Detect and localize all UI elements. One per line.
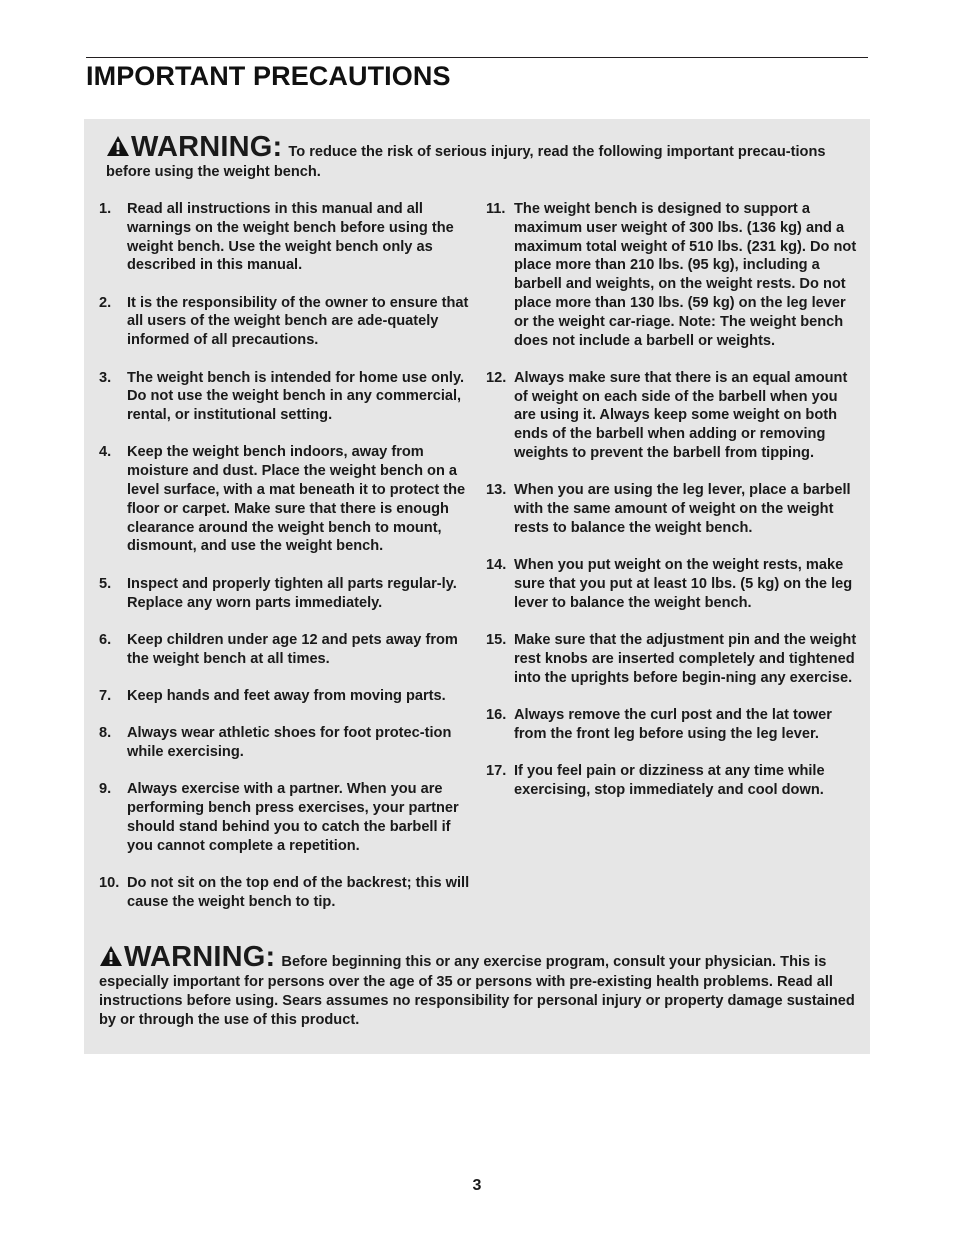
item-text: Read all instructions in this manual and all warnings on the weight bench before using the weight bench. Use the weight bench only as described in this manual.: [127, 201, 454, 274]
list-item: [486, 369, 860, 463]
item-number: 5.: [99, 575, 112, 592]
item-number: 16.: [486, 707, 507, 724]
item-number: 8.: [99, 725, 112, 742]
item-text: Always exercise with a partner. When you are performing bench press exercises, your partner should stand behind you to catch the barbell if you cannot complete a repetition.: [127, 781, 459, 854]
warning-triangle-icon: [99, 945, 123, 967]
list-item: [486, 762, 860, 800]
item-number: 9.: [99, 781, 112, 798]
list-item: [99, 631, 471, 669]
list-item: [99, 443, 471, 556]
list-item: [486, 631, 860, 687]
item-text: The weight bench is intended for home use only. Do not use the weight bench in any commercial, rental, or institutional setting.: [127, 369, 465, 424]
item-number: 6.: [99, 631, 112, 648]
item-text: Inspect and properly tighten all parts regular-ly. Replace any worn parts immediately.: [127, 575, 457, 611]
page-title: IMPORTANT PRECAUTIONS: [86, 61, 451, 91]
item-text: The weight bench is designed to support a maximum user weight of 300 lbs. (136 kg) and a maximum total weight of 510 lbs. (231 kg). Do not place more than 210 lbs. (95 kg), including a barbell and weights, on the weight rests. Do not place more than 130 lbs. (59 kg) on the leg lever or the weight car-riage. Note: The weight bench does not include a barbell or weights.: [514, 201, 857, 349]
warning-text: Before beginning this or any exercise program, consult your physician. This is especially important for persons over the age of 35 or persons with pre-existing health problems. Read all instructions before using. Sears assumes no responsibility for personal injury or property damage sustained by or through the use of this product.: [99, 954, 855, 1028]
header-rule: [86, 57, 868, 58]
item-text: Always remove the curl post and the lat tower from the front leg before using the leg lever.: [514, 707, 832, 742]
list-item: [99, 780, 471, 855]
list-item: [486, 200, 860, 350]
item-number: 7.: [99, 687, 112, 704]
precautions-left-column: [99, 200, 471, 930]
page-number: 3: [472, 1177, 482, 1194]
item-number: 12.: [486, 369, 507, 386]
warning-heading: WARNING:: [131, 131, 283, 163]
list-item: [99, 200, 471, 275]
list-item: [486, 556, 860, 612]
warning-box-top: [106, 131, 846, 182]
item-text: It is the responsibility of the owner to ensure that all users of the weight bench are ade-quately informed of all precautions.: [127, 294, 469, 349]
item-number: 11.: [486, 201, 506, 217]
list-item: [486, 706, 860, 744]
list-item: [99, 874, 471, 912]
warning-heading: WARNING:: [124, 941, 276, 973]
list-item: [99, 575, 471, 613]
item-number: 14.: [486, 557, 507, 574]
list-item: [486, 481, 860, 537]
list-item: [99, 724, 471, 762]
item-number: 3.: [99, 369, 112, 386]
item-text: Always make sure that there is an equal amount of weight on each side of the barbell when you are using it. Always keep some weight on both ends of the barbell when adding or removing weights to prevent the barbell from tipping.: [514, 369, 848, 462]
warning-triangle-icon: [106, 135, 130, 157]
item-text: When you put weight on the weight rests, make sure that you put at least 10 lbs. (5 kg) on the leg lever to balance the weight bench.: [514, 557, 853, 611]
list-item: [99, 369, 471, 425]
item-number: 10.: [99, 875, 120, 892]
item-number: 2.: [99, 294, 112, 311]
item-number: 1.: [99, 201, 112, 217]
item-text: Make sure that the adjustment pin and the weight rest knobs are inserted completely and tightened into the uprights before begin-ning any exercise.: [514, 632, 857, 686]
item-number: 15.: [486, 632, 507, 649]
item-number: 17.: [486, 763, 507, 780]
item-text: When you are using the leg lever, place a barbell with the same amount of weight on the weight rests to balance the weight bench.: [514, 482, 851, 536]
item-text: Keep the weight bench indoors, away from moisture and dust. Place the weight bench on a level surface, with a mat beneath it to protect the floor or carpet. Make sure that there is enough clearance around the weight bench to mount, dismount, and use the weight bench.: [127, 444, 466, 555]
precautions-right-column: [486, 200, 860, 818]
item-number: 4.: [99, 444, 112, 461]
item-text: Always wear athletic shoes for foot protec-tion while exercising.: [127, 725, 452, 761]
warning-text: To reduce the risk of serious injury, read the following important precau-tions before using the weight bench.: [106, 144, 826, 180]
list-item: [99, 687, 471, 706]
item-text: If you feel pain or dizziness at any time while exercising, stop immediately and cool down.: [514, 763, 825, 798]
warning-box-bottom: [99, 941, 859, 1030]
item-text: Do not sit on the top end of the backrest; this will cause the weight bench to tip.: [127, 875, 470, 910]
item-text: Keep children under age 12 and pets away from the weight bench at all times.: [127, 631, 458, 667]
item-number: 13.: [486, 482, 507, 499]
item-text: Keep hands and feet away from moving parts.: [127, 687, 446, 704]
list-item: [99, 294, 471, 350]
